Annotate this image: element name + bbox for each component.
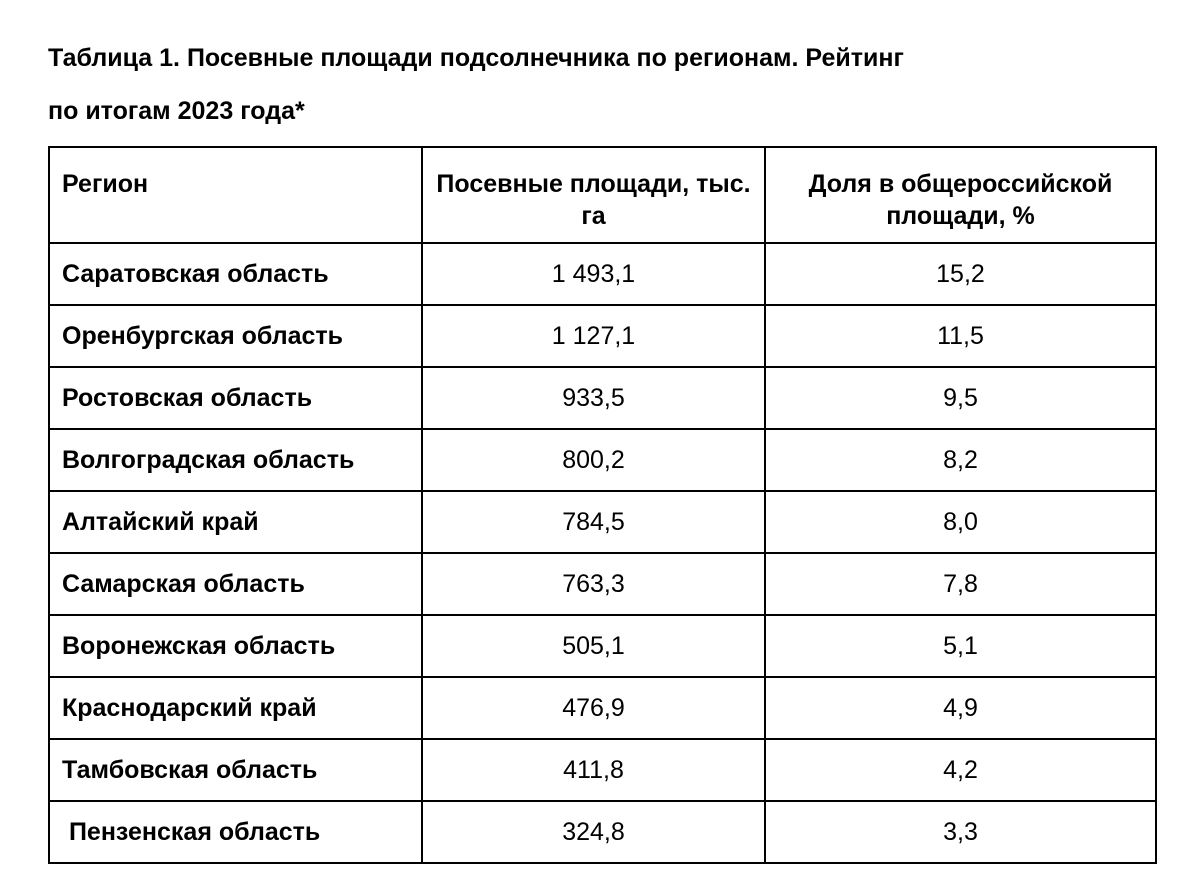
cell-share: 4,2 (765, 739, 1156, 801)
cell-share: 4,9 (765, 677, 1156, 739)
cell-area: 505,1 (422, 615, 765, 677)
table-row (49, 801, 1156, 863)
cell-region: Оренбургская область (49, 305, 422, 367)
cell-share: 8,0 (765, 491, 1156, 553)
cell-area: 476,9 (422, 677, 765, 739)
table-row (49, 243, 1156, 305)
cell-share: 7,8 (765, 553, 1156, 615)
header-area: Посевные площади, тыс. га (422, 147, 765, 243)
table-row (49, 429, 1156, 491)
header-region: Регион (49, 147, 422, 243)
cell-region: Саратовская область (49, 243, 422, 305)
cell-area: 933,5 (422, 367, 765, 429)
table-row (49, 739, 1156, 801)
document (48, 0, 1155, 846)
cell-share: 5,1 (765, 615, 1156, 677)
table-row (49, 615, 1156, 677)
table-row (49, 553, 1156, 615)
cell-region: Самарская область (49, 553, 422, 615)
cell-area: 1 493,1 (422, 243, 765, 305)
cell-share: 9,5 (765, 367, 1156, 429)
cell-region: Воронежская область (49, 615, 422, 677)
cell-region: Ростовская область (49, 367, 422, 429)
cell-region: Волгоградская область (49, 429, 422, 491)
table-header-row (49, 147, 1156, 243)
table-caption-line-2: по итогам 2023 года* (48, 97, 305, 125)
cell-area: 324,8 (422, 801, 765, 863)
header-share: Доля в общероссийской площади, % (765, 147, 1156, 243)
table-caption-line-1: Таблица 1. Посевные площади подсолнечника по регионам. Рейтинг (48, 44, 904, 72)
cell-share: 3,3 (765, 801, 1156, 863)
table-row (49, 367, 1156, 429)
table-row (49, 305, 1156, 367)
table-row (49, 491, 1156, 553)
cell-area: 1 127,1 (422, 305, 765, 367)
cell-area: 763,3 (422, 553, 765, 615)
cell-region: Краснодарский край (49, 677, 422, 739)
cell-region: Алтайский край (49, 491, 422, 553)
table-row (49, 677, 1156, 739)
cell-region: Тамбовская область (49, 739, 422, 801)
table-caption (48, 0, 1155, 125)
cell-area: 800,2 (422, 429, 765, 491)
sunflower-area-table (48, 146, 1157, 864)
cell-area: 784,5 (422, 491, 765, 553)
cell-share: 15,2 (765, 243, 1156, 305)
cell-share: 11,5 (765, 305, 1156, 367)
cell-region: Пензенская область (49, 801, 422, 863)
cell-share: 8,2 (765, 429, 1156, 491)
cell-area: 411,8 (422, 739, 765, 801)
